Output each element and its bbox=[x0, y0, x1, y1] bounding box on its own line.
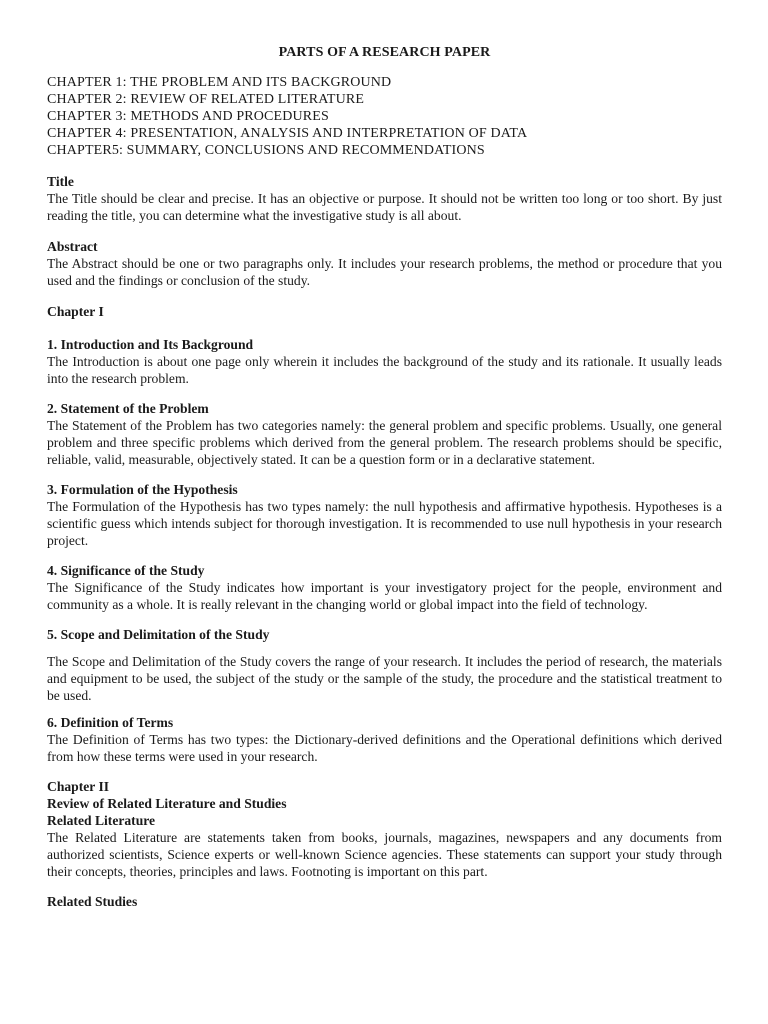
section-body: The Formulation of the Hypothesis has two types namely: the null hypothesis and affirmative hypothesis. Hypotheses is a scientific guess which intends subject for thorough investigation. It is recommended to use null hypothesis in your research project. bbox=[47, 499, 722, 548]
section-heading: 5. Scope and Delimitation of the Study bbox=[47, 627, 270, 642]
chapter-list-item: CHAPTER 3: METHODS AND PROCEDURES bbox=[47, 109, 329, 124]
statement-section bbox=[47, 400, 722, 468]
chapter-list-item: CHAPTER 1: THE PROBLEM AND ITS BACKGROUND bbox=[47, 75, 392, 90]
section-heading: Related Literature bbox=[47, 813, 156, 828]
section-heading: 6. Definition of Terms bbox=[47, 715, 174, 730]
section-body: The Significance of the Study indicates how important is your investigatory project for the people, environment and community as a whole. It is really relevant in the changing world or global impact into the field of technology. bbox=[47, 580, 722, 612]
section-body: The Related Literature are statements taken from books, journals, magazines, newspapers and any documents from authorized scientists, Science experts or well-known Science agencies. These statements can support your study through their concepts, theories, principles and laws. Footnoting is important on this part. bbox=[47, 830, 722, 879]
section-body: The Introduction is about one page only wherein it includes the background of the study and its rationale. It usually leads into the research problem. bbox=[47, 354, 722, 386]
definition-section bbox=[47, 714, 722, 765]
chapter-subheading: Review of Related Literature and Studies bbox=[47, 796, 287, 811]
section-heading: Title bbox=[47, 174, 74, 189]
title-section bbox=[47, 173, 722, 224]
section-heading: Related Studies bbox=[47, 894, 138, 909]
section-body: The Definition of Terms has two types: the Dictionary-derived definitions and the Operational definitions which derived from how these terms were used in your research. bbox=[47, 732, 722, 764]
document-title: PARTS OF A RESEARCH PAPER bbox=[278, 45, 491, 60]
chapter-heading: Chapter II bbox=[47, 779, 110, 794]
section-heading: 2. Statement of the Problem bbox=[47, 401, 209, 416]
section-heading: Abstract bbox=[47, 239, 98, 254]
section-body: The Title should be clear and precise. It has an objective or purpose. It should not be written too long or too short. By just reading the title, you can determine what the investigative study is all about. bbox=[47, 191, 722, 223]
chapter-heading: Chapter I bbox=[47, 304, 104, 319]
section-heading: 4. Significance of the Study bbox=[47, 563, 205, 578]
scope-section bbox=[47, 626, 722, 704]
section-body: The Scope and Delimitation of the Study covers the range of your research. It includes the period of research, the materials and equipment to be used, the subject of the study or the sample of the study, the procedure and the statistical treatment to be used. bbox=[47, 654, 722, 703]
hypothesis-section bbox=[47, 481, 722, 549]
chapter-list-item: CHAPTER5: SUMMARY, CONCLUSIONS AND RECOMMENDATIONS bbox=[47, 143, 485, 158]
chapter-list-item: CHAPTER 4: PRESENTATION, ANALYSIS AND INTERPRETATION OF DATA bbox=[47, 126, 528, 141]
chapter2-section bbox=[47, 778, 722, 880]
section-body: The Statement of the Problem has two categories namely: the general problem and specific problems. Usually, one general problem and three specific problems which derived from the general problem. The research problems should be specific, reliable, valid, measurable, objectively stated. It can be a question form or in a declarative statement. bbox=[47, 418, 722, 467]
introduction-section bbox=[47, 336, 722, 387]
related-studies-section bbox=[47, 893, 722, 910]
section-body: The Abstract should be one or two paragraphs only. It includes your research problems, the method or procedure that you used and the findings or conclusion of the study. bbox=[47, 256, 722, 288]
chapter-list bbox=[47, 74, 722, 159]
chapter-list-item: CHAPTER 2: REVIEW OF RELATED LITERATURE bbox=[47, 92, 365, 107]
significance-section bbox=[47, 562, 722, 613]
section-heading: 3. Formulation of the Hypothesis bbox=[47, 482, 238, 497]
abstract-section bbox=[47, 238, 722, 289]
section-heading: 1. Introduction and Its Background bbox=[47, 337, 254, 352]
